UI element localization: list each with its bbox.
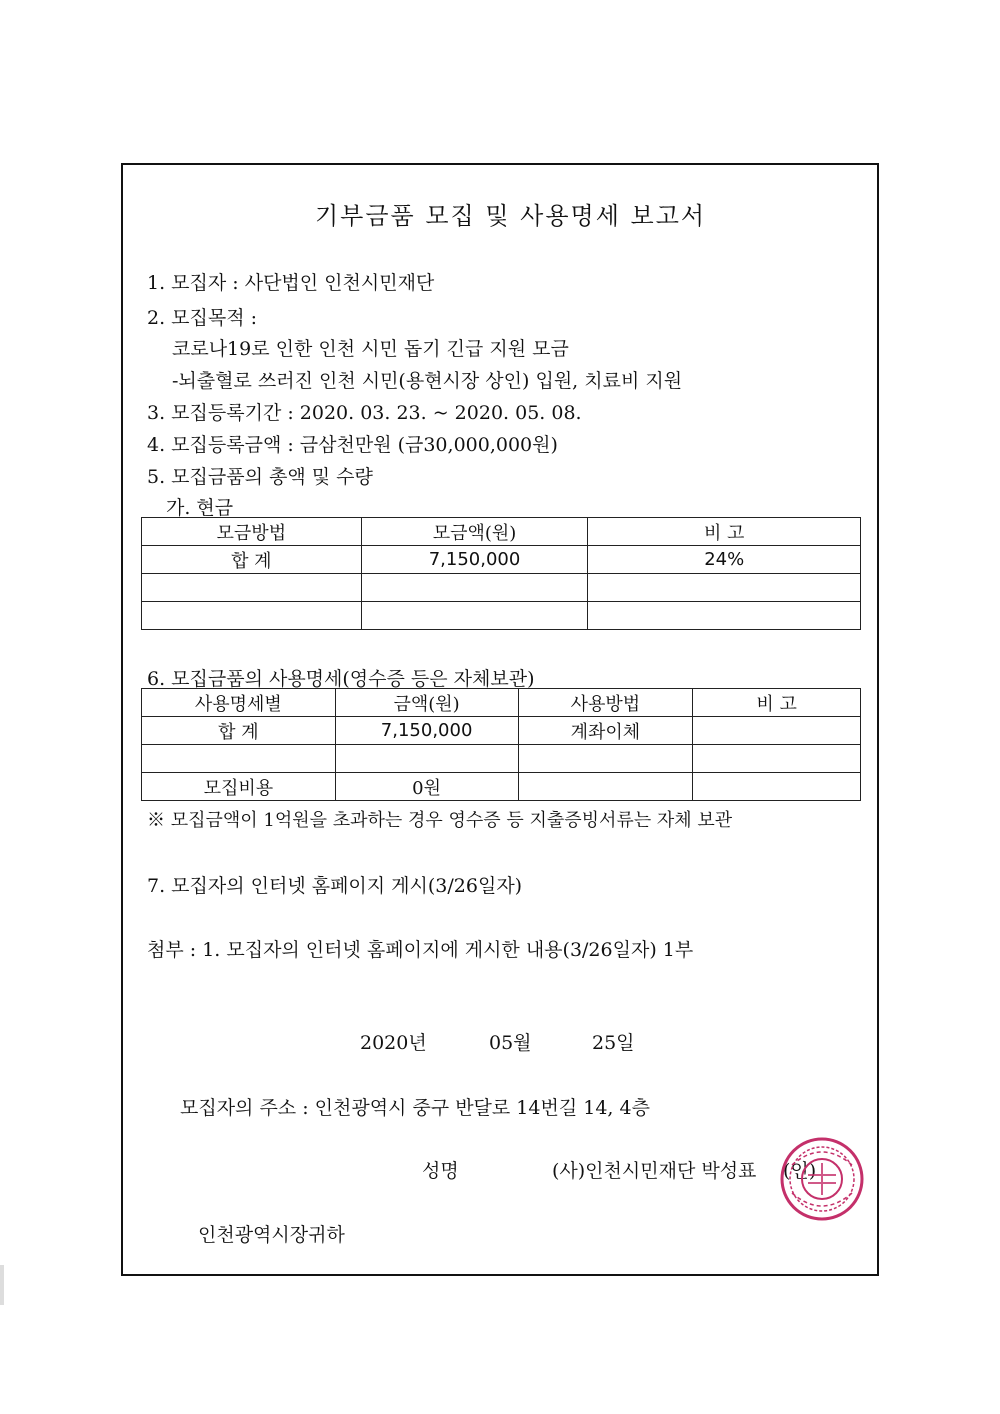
signature-label: 성명 bbox=[422, 1160, 459, 1182]
cell bbox=[693, 773, 861, 801]
attachment-line: 첨부 : 1. 모집자의 인터넷 홈페이지에 게시한 내용(3/26일자) 1부 bbox=[147, 939, 694, 961]
amount-line: 4. 모집등록금액 : 금삼천만원 (금30,000,000원) bbox=[147, 434, 558, 456]
header-cell: 모금방법 bbox=[142, 518, 362, 546]
homepage-line: 7. 모집자의 인터넷 홈페이지 게시(3/26일자) bbox=[147, 875, 523, 897]
table-header-row bbox=[142, 689, 861, 717]
cell bbox=[588, 574, 861, 602]
address-line: 모집자의 주소 : 인천광역시 중구 반달로 14번길 14, 4층 bbox=[180, 1097, 650, 1119]
scan-edge-mark bbox=[0, 1265, 4, 1305]
cell bbox=[142, 574, 362, 602]
cell bbox=[693, 717, 861, 745]
official-seal-icon bbox=[778, 1135, 866, 1223]
purpose-line-1: 코로나19로 인한 인천 시민 돕기 긴급 지원 모금 bbox=[172, 338, 569, 360]
usage-table bbox=[141, 688, 861, 801]
header-cell: 모금액(원) bbox=[361, 518, 588, 546]
period-line: 3. 모집등록기간 : 2020. 03. 23. ~ 2020. 05. 08. bbox=[147, 402, 582, 424]
cell: 합 계 bbox=[142, 546, 362, 574]
table-row bbox=[142, 546, 861, 574]
header-cell: 금액(원) bbox=[335, 689, 518, 717]
table-row bbox=[142, 717, 861, 745]
document-title: 기부금품 모집 및 사용명세 보고서 bbox=[315, 202, 707, 230]
date-day: 25일 bbox=[592, 1032, 635, 1054]
cell bbox=[335, 745, 518, 773]
date-month: 05월 bbox=[489, 1032, 532, 1054]
header-cell: 사용명세별 bbox=[142, 689, 336, 717]
cash-table bbox=[141, 517, 861, 630]
signature-name: (사)인천시민재단 박성표 bbox=[552, 1160, 757, 1182]
table-row bbox=[142, 773, 861, 801]
cell: 24% bbox=[588, 546, 861, 574]
cell bbox=[518, 745, 693, 773]
cell bbox=[588, 602, 861, 630]
purpose-line-2: -뇌출혈로 쓰러진 인천 시민(용현시장 상인) 입원, 치료비 지원 bbox=[172, 370, 683, 392]
cell: 7,150,000 bbox=[335, 717, 518, 745]
cell: 모집비용 bbox=[142, 773, 336, 801]
date-year: 2020년 bbox=[360, 1032, 427, 1054]
cell bbox=[361, 574, 588, 602]
table-row bbox=[142, 574, 861, 602]
cell bbox=[518, 773, 693, 801]
cell bbox=[142, 602, 362, 630]
usage-label: 6. 모집금품의 사용명세(영수증 등은 자체보관) bbox=[147, 668, 535, 690]
table-row bbox=[142, 602, 861, 630]
cash-label: 가. 현금 bbox=[166, 497, 234, 519]
header-cell: 사용방법 bbox=[518, 689, 693, 717]
total-label: 5. 모집금품의 총액 및 수량 bbox=[147, 466, 373, 488]
table-header-row bbox=[142, 518, 861, 546]
cell bbox=[142, 745, 336, 773]
cell bbox=[693, 745, 861, 773]
header-cell: 비 고 bbox=[588, 518, 861, 546]
cell: 계좌이체 bbox=[518, 717, 693, 745]
purpose-label: 2. 모집목적 : bbox=[147, 307, 258, 329]
table-row bbox=[142, 745, 861, 773]
usage-note: ※ 모집금액이 1억원을 초과하는 경우 영수증 등 지출증빙서류는 자체 보관 bbox=[147, 810, 733, 831]
recipient-line: 인천광역시장귀하 bbox=[198, 1224, 345, 1246]
seal-mark: (인) bbox=[783, 1160, 817, 1182]
cell: 합 계 bbox=[142, 717, 336, 745]
collector-line: 1. 모집자 : 사단법인 인천시민재단 bbox=[147, 272, 435, 294]
header-cell: 비 고 bbox=[693, 689, 861, 717]
cell: 0원 bbox=[335, 773, 518, 801]
cell bbox=[361, 602, 588, 630]
cell: 7,150,000 bbox=[361, 546, 588, 574]
